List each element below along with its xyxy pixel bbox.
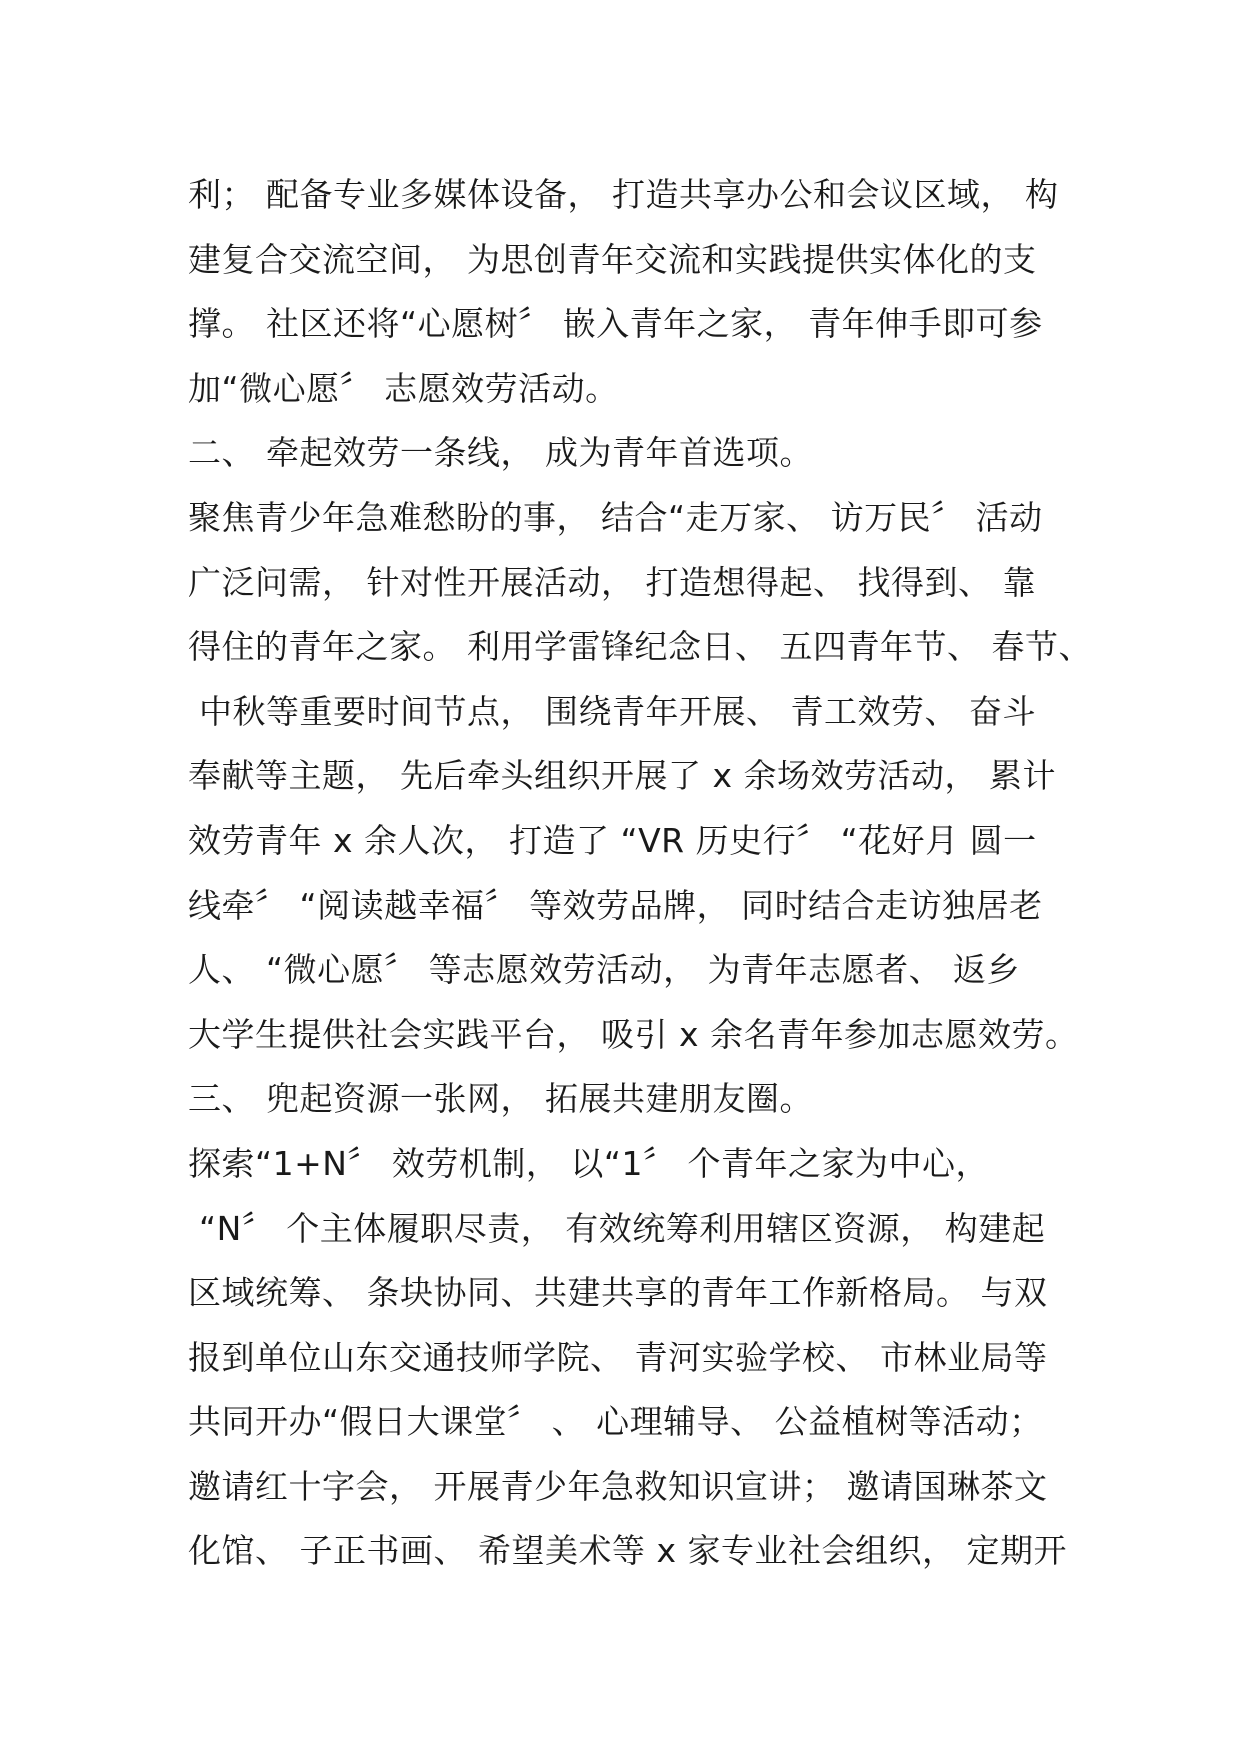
text-line: 撑。 社区还将“心愿树〞 嵌入青年之家， 青年伸手即可参 <box>188 304 1043 344</box>
text-line: “N〞 个主体履职尽责， 有效统筹利用辖区资源， 构建起 <box>188 1208 1046 1248</box>
text-line: 探索“1+N〞 效劳机制， 以“1〞 个青年之家为中心， <box>188 1143 989 1183</box>
text-line: 建复合交流空间， 为思创青年交流和实践提供实体化的支 <box>188 239 1037 279</box>
text-line: 大学生提供社会实践平台， 吸引 x 余名青年参加志愿效劳。 <box>188 1014 1079 1054</box>
text-line: 邀请红十字会， 开展青少年急救知识宣讲； 邀请国琳茶文 <box>188 1466 1048 1506</box>
text-line: 共同开办“假日大课堂〞 、 心理辅导、 公益植树等活动； <box>188 1402 1043 1442</box>
text-line: 效劳青年 x 余人次， 打造了 “VR 历史行〞 “花好月 圆一 <box>188 820 1037 860</box>
text-line: 广泛问需， 针对性开展活动， 打造想得起、 找得到、 靠 <box>188 562 1036 602</box>
text-line: 报到单位山东交通技师学院、 青河实验学校、 市林业局等 <box>188 1337 1048 1377</box>
text-line: 线牵〞 “阅读越幸福〞 等效劳品牌， 同时结合走访独居老 <box>188 885 1043 925</box>
text-line: 聚焦青少年急难愁盼的事， 结合“走万家、 访万民〞 活动 <box>188 497 1043 537</box>
text-line: 化馆、 子正书画、 希望美术等 x 家专业社会组织， 定期开 <box>188 1531 1067 1571</box>
text-line: 加“微心愿〞 志愿效劳活动。 <box>188 368 619 408</box>
section-heading-2: 二、 牵起效劳一条线， 成为青年首选项。 <box>188 433 813 473</box>
text-line: 利； 配备专业多媒体设备， 打造共享办公和会议区域， 构 <box>188 175 1059 214</box>
text-line: 区域统筹、 条块协同、共建共享的青年工作新格局。 与双 <box>188 1273 1048 1313</box>
section-heading-3: 三、 兜起资源一张网， 拓展共建朋友圈。 <box>188 1079 813 1119</box>
text-line: 得住的青年之家。 利用学雷锋纪念日、 五四青年节、 春节、 <box>188 627 1092 667</box>
text-line: 人、 “微心愿〞 等志愿效劳活动， 为青年志愿者、 返乡 <box>188 950 1021 990</box>
text-line: 奉献等主题， 先后牵头组织开展了 x 余场效劳活动， 累计 <box>188 756 1056 796</box>
document-body <box>188 163 1092 1584</box>
text-line: 中秋等重要时间节点， 围绕青年开展、 青工效劳、 奋斗 <box>188 691 1036 731</box>
